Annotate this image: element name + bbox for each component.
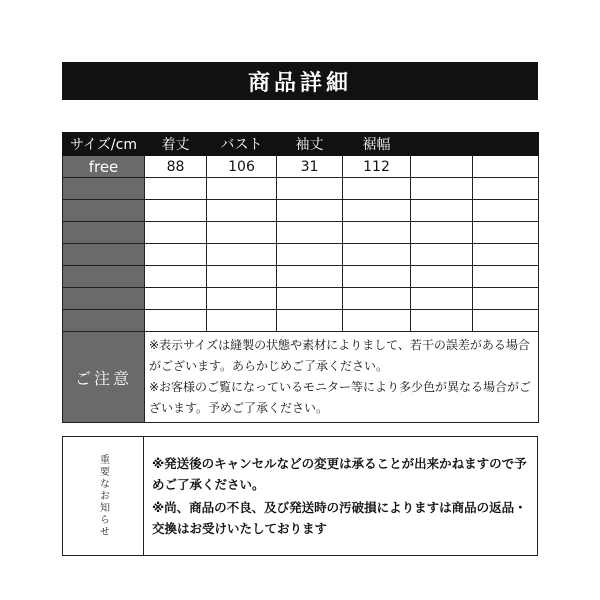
table-cell	[277, 178, 343, 200]
table-cell	[343, 200, 411, 222]
table-cell	[145, 178, 207, 200]
table-row	[63, 200, 539, 222]
notice-label-cell	[63, 437, 144, 555]
table-cell: 112	[343, 156, 411, 178]
page-title: 商品詳細	[62, 62, 538, 100]
table-cell	[411, 200, 473, 222]
table-cell	[411, 266, 473, 288]
table-cell	[473, 244, 539, 266]
table-cell	[343, 244, 411, 266]
note-label: ご注意	[63, 332, 145, 423]
notice-line: ※発送後のキャンセルなどの変更は承ることが出来かねますので予めご了承ください。	[152, 456, 527, 492]
note-line: ※お客様のご覧になっているモニター等により多少色が異なる場合がございます。予めご了承ください。	[149, 380, 532, 415]
table-cell	[473, 266, 539, 288]
table-cell	[145, 288, 207, 310]
table-cell	[277, 244, 343, 266]
header-cell: 袖丈	[277, 133, 343, 156]
table-cell	[207, 244, 277, 266]
table-cell	[207, 288, 277, 310]
table-cell	[277, 310, 343, 332]
table-row	[63, 266, 539, 288]
table-cell	[343, 310, 411, 332]
table-cell	[411, 244, 473, 266]
note-text	[145, 332, 539, 423]
note-row	[63, 332, 539, 423]
table-cell	[277, 266, 343, 288]
table-cell	[343, 266, 411, 288]
table-cell	[473, 178, 539, 200]
size-label	[63, 244, 145, 266]
table-cell	[411, 156, 473, 178]
table-cell	[145, 310, 207, 332]
header-cell: 裾幅	[343, 133, 411, 156]
table-cell	[473, 156, 539, 178]
table-cell	[343, 288, 411, 310]
table-cell	[277, 288, 343, 310]
table-cell	[145, 244, 207, 266]
size-table-header	[63, 133, 539, 156]
table-cell	[145, 200, 207, 222]
table-cell	[343, 178, 411, 200]
notice-line: ※尚、商品の不良、及び発送時の汚破損によりますは商品の返品・交換はお受けいたしております	[152, 500, 527, 536]
note-line: ※表示サイズは縫製の状態や素材によりまして、若干の誤差がある場合がございます。あらかじめご了承ください。	[149, 338, 530, 373]
table-cell: 88	[145, 156, 207, 178]
size-label	[63, 310, 145, 332]
size-table	[62, 132, 539, 423]
table-row	[63, 156, 539, 178]
table-cell	[411, 288, 473, 310]
table-cell: 106	[207, 156, 277, 178]
header-cell: バスト	[207, 133, 277, 156]
table-cell	[473, 200, 539, 222]
table-cell	[343, 222, 411, 244]
table-cell	[207, 310, 277, 332]
table-cell	[207, 222, 277, 244]
size-label	[63, 178, 145, 200]
notice-label: 重要なお知らせ	[97, 454, 109, 538]
size-label: free	[63, 156, 145, 178]
size-label	[63, 222, 145, 244]
header-cell: 着丈	[145, 133, 207, 156]
table-cell	[411, 178, 473, 200]
table-cell	[473, 288, 539, 310]
table-cell	[411, 310, 473, 332]
table-cell	[277, 200, 343, 222]
table-row	[63, 222, 539, 244]
header-cell: サイズ/cm	[63, 133, 145, 156]
table-row	[63, 288, 539, 310]
header-cell	[473, 133, 539, 156]
table-cell	[473, 222, 539, 244]
header-cell	[411, 133, 473, 156]
table-cell	[207, 178, 277, 200]
table-cell	[207, 200, 277, 222]
table-cell	[145, 266, 207, 288]
table-cell	[411, 222, 473, 244]
table-cell	[207, 266, 277, 288]
table-cell	[473, 310, 539, 332]
size-label	[63, 200, 145, 222]
size-label	[63, 266, 145, 288]
table-cell: 31	[277, 156, 343, 178]
table-cell	[277, 222, 343, 244]
notice-body	[144, 437, 537, 555]
table-row	[63, 244, 539, 266]
size-label	[63, 288, 145, 310]
table-row	[63, 178, 539, 200]
table-cell	[145, 222, 207, 244]
table-row	[63, 310, 539, 332]
important-notice	[62, 436, 538, 556]
